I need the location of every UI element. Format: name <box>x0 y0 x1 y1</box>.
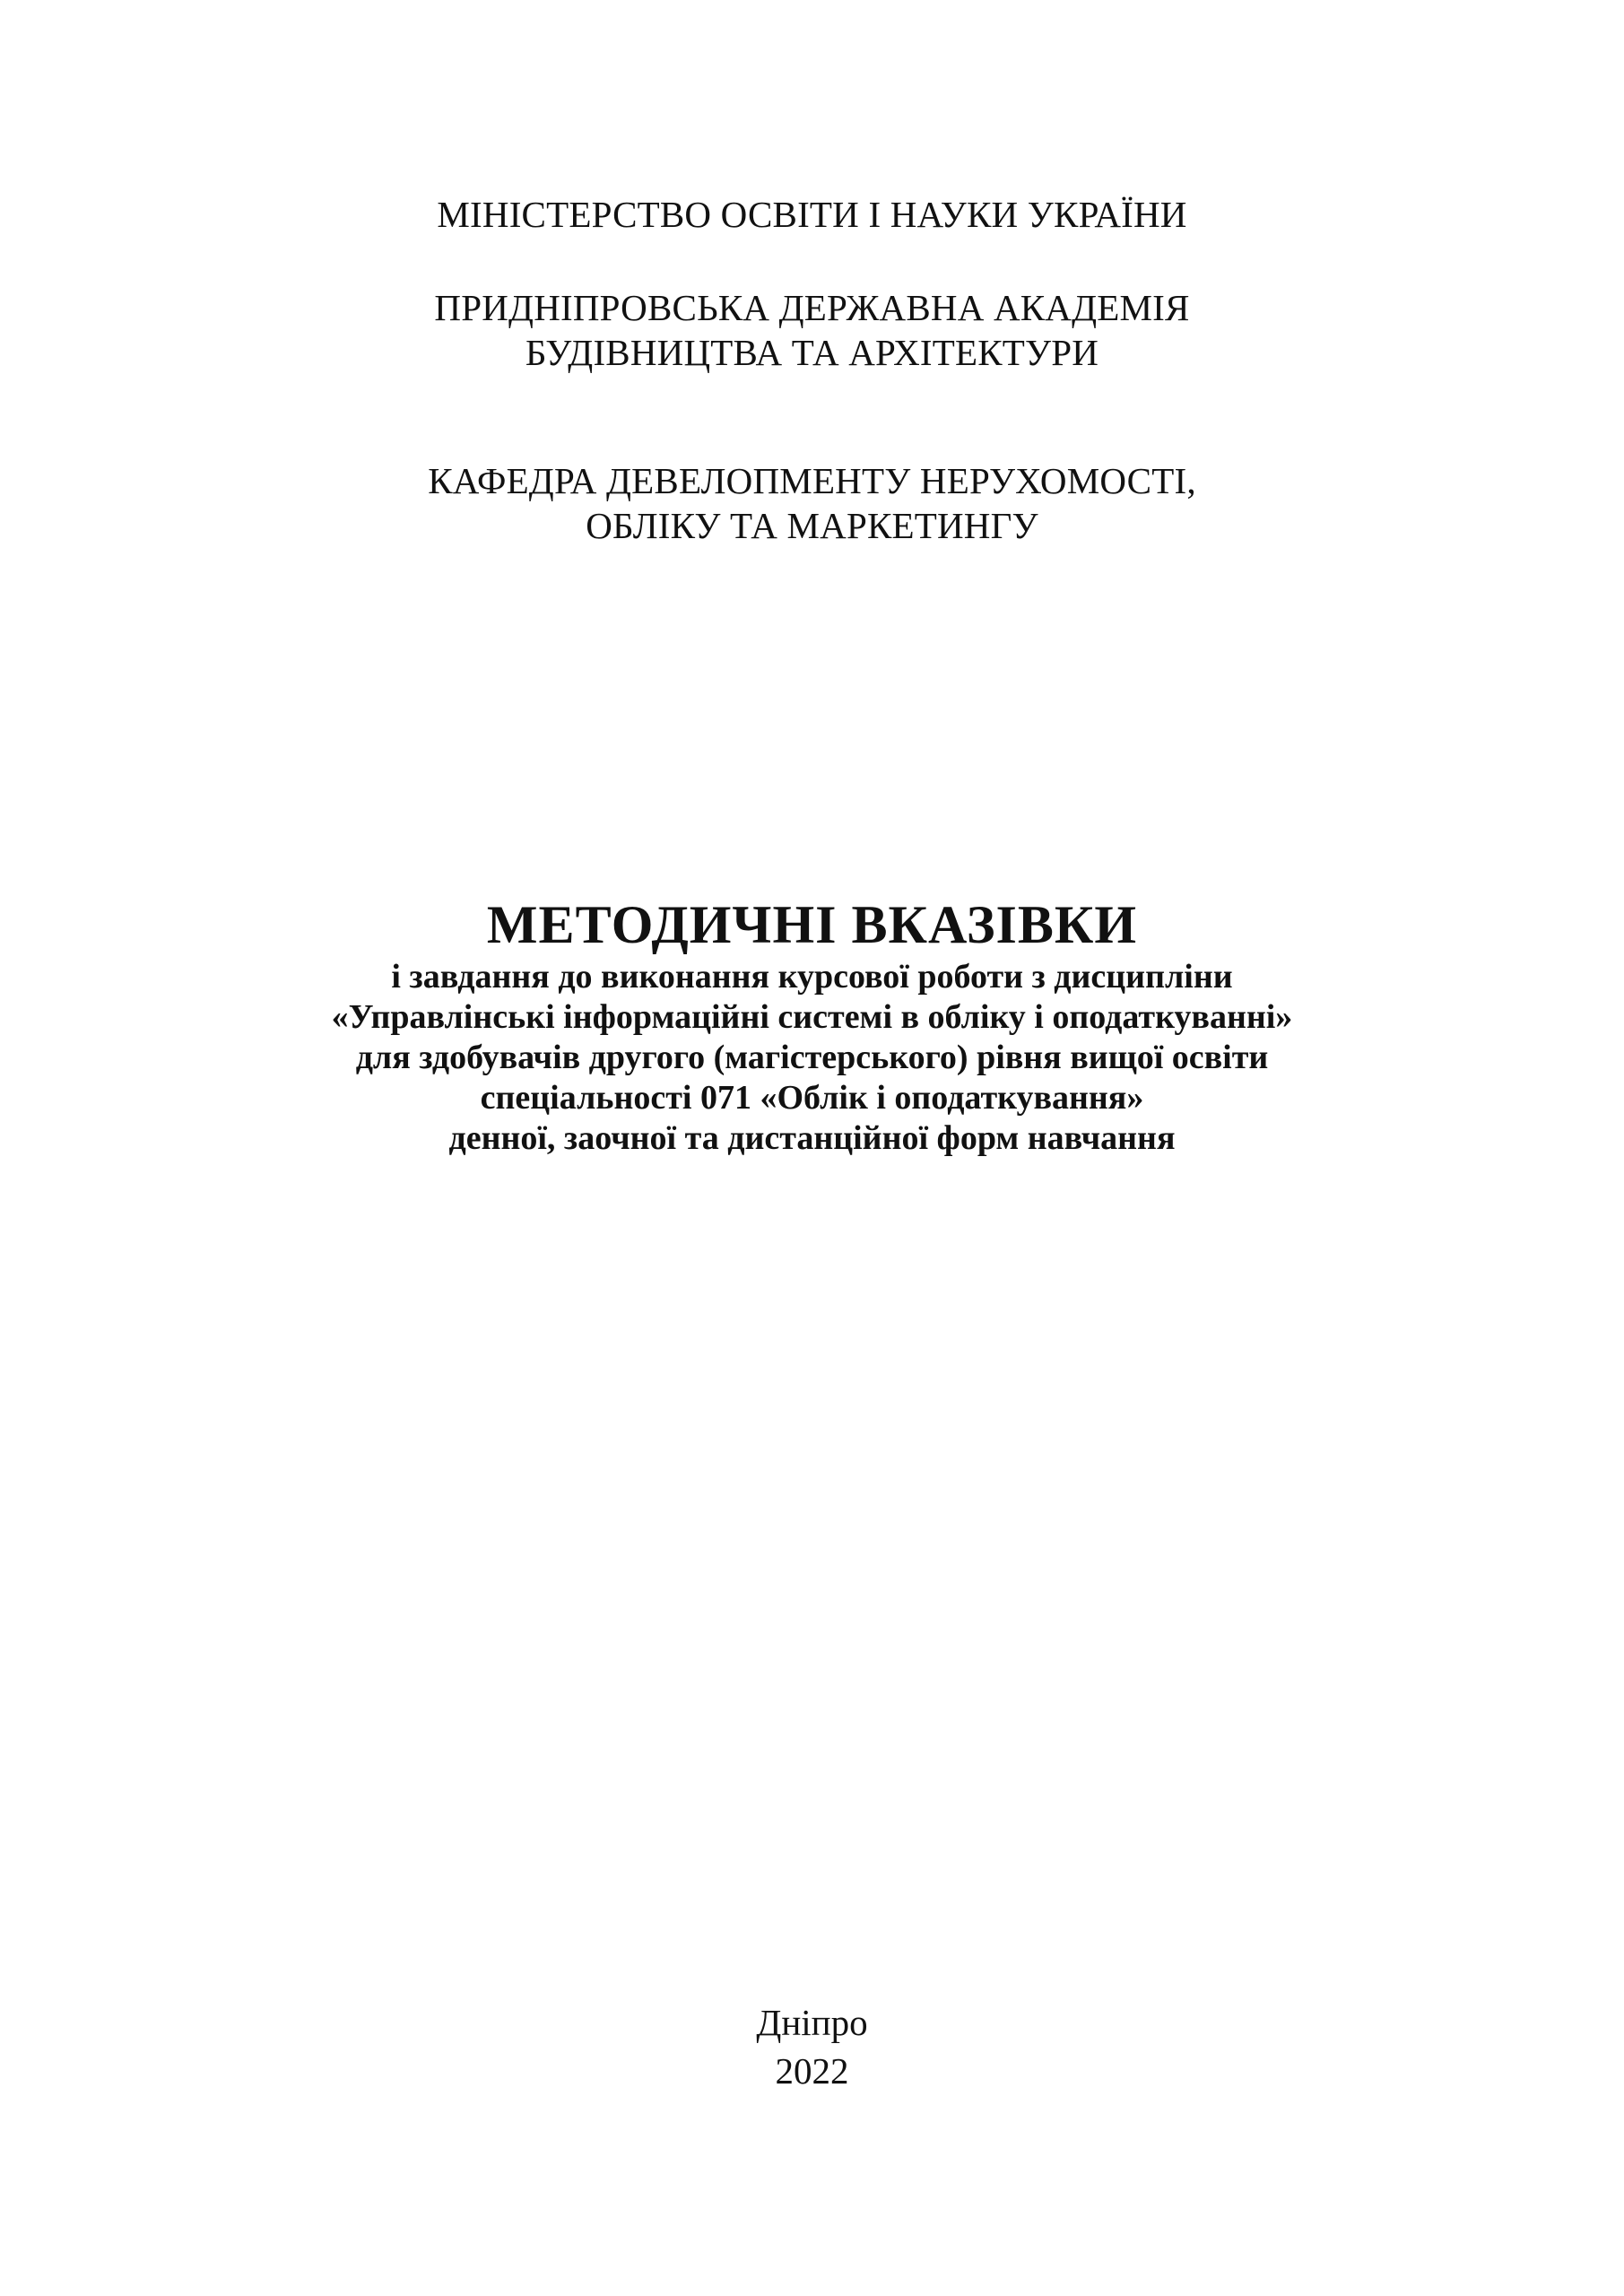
subtitle-line-1: і завдання до виконання курсової роботи з дисципліни <box>391 958 1233 996</box>
subtitle-line-2: «Управлінські інформаційні системі в обліку і оподаткуванні» <box>331 998 1293 1036</box>
department-heading <box>0 458 1624 548</box>
subtitle-line-3: для здобувачів другого (магістерського) рівня вищої освіти <box>355 1039 1269 1076</box>
ministry-heading <box>0 192 1624 237</box>
academy-line-2: БУДІВНИЦТВА ТА АРХІТЕКТУРИ <box>525 332 1099 373</box>
publication-city: Дніпро <box>756 2002 868 2043</box>
document-title-text: МЕТОДИЧНІ ВКАЗІВКИ <box>486 895 1138 954</box>
subtitle-line-5: денної, заочної та дистанційної форм навчання <box>448 1119 1176 1157</box>
publication-footer <box>0 1998 1624 2095</box>
department-line-2: ОБЛІКУ ТА МАРКЕТИНГУ <box>586 505 1038 546</box>
department-line-1: КАФЕДРА ДЕВЕЛОПМЕНТУ НЕРУХОМОСТІ, <box>428 460 1196 501</box>
academy-line-1: ПРИДНІПРОВСЬКА ДЕРЖАВНА АКАДЕМІЯ <box>434 287 1190 328</box>
academy-heading <box>0 285 1624 375</box>
ministry-line: МІНІСТЕРСТВО ОСВІТИ І НАУКИ УКРАЇНИ <box>437 194 1187 235</box>
subtitle-line-4: спеціальності 071 «Облік і оподаткування» <box>480 1079 1144 1117</box>
publication-year: 2022 <box>775 2050 849 2092</box>
document-title <box>0 893 1624 956</box>
document-subtitle <box>0 957 1624 1159</box>
